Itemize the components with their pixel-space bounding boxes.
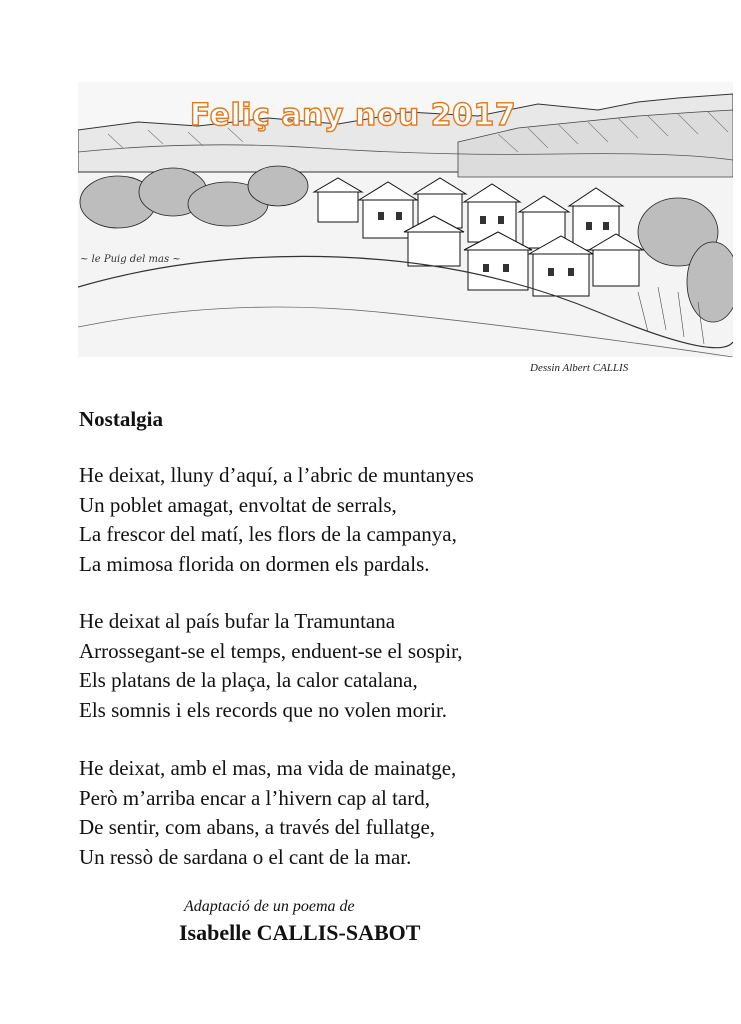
poem-stanza-2 [79,607,462,725]
attribution-intro: Adaptació de un poema de [184,898,355,915]
village-drawing-banner [78,82,733,357]
poem-line: La frescor del matí, les flors de la campanya, [79,522,457,546]
poem-stanza-1 [79,461,474,579]
poem-line: He deixat, lluny d’aquí, a l’abric de muntanyes [79,463,474,487]
poem-line: Un poblet amagat, envoltat de serrals, [79,492,397,517]
poem-line: Un ressò de sardana o el cant de la mar. [79,844,412,869]
poem-line: Arrossegant-se el temps, enduent-se el sospir, [79,638,463,663]
poem-line: He deixat, amb el mas, ma vida de mainatge, [79,756,457,780]
poem-line: Els platans de la plaça, la calor catalana, [79,668,418,692]
poem-author: Isabelle CALLIS-SABOT [179,920,421,945]
poem-line: De sentir, com abans, a través del fullatge, [79,815,436,839]
poem-stanza-3 [79,754,456,872]
poem-line: La mimosa florida on dormen els pardals. [79,551,430,576]
new-year-greeting: Feliç any nou 2017 [189,98,517,133]
poem-line: He deixat al país bufar la Tramuntana [79,609,396,633]
poem-line: Però m’arriba encar a l’hivern cap al tard, [79,785,430,810]
poem-title: Nostalgia [79,407,163,431]
poem-line: Els somnis i els records que no volen morir. [79,697,448,722]
drawing-place-label: ~ le Puig del mas ~ [80,254,181,265]
drawing-credit: Dessin Albert CALLIS [530,362,629,374]
